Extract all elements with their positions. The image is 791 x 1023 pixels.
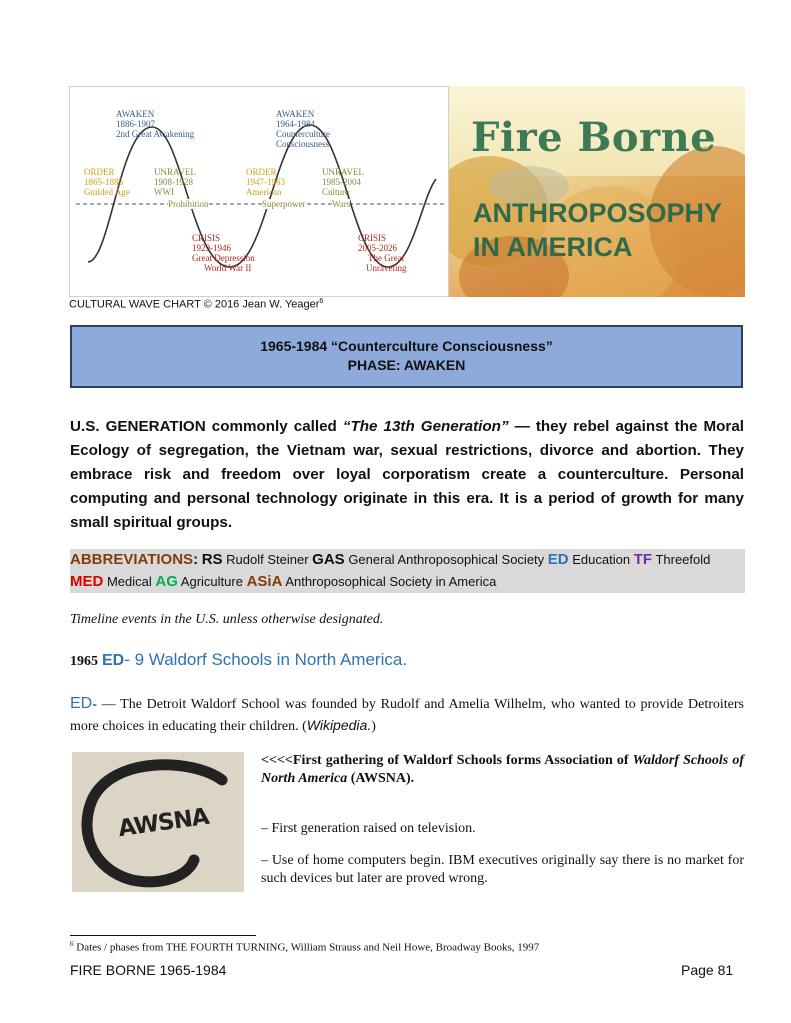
- phase-title: 1965-1984 “Counterculture Consciousness”: [260, 338, 553, 354]
- abbr-key-med: MED: [70, 573, 104, 590]
- awsna-logo-image: [72, 752, 244, 892]
- abbr-label-tf: Threefold: [655, 552, 711, 567]
- footer-title: FIRE BORNE 1965-1984: [70, 962, 227, 978]
- detroit-waldorf-entry: [70, 694, 744, 737]
- gathering-text: [261, 752, 744, 788]
- banner-subtitle-line-2: IN AMERICA: [473, 232, 633, 262]
- footnote-rest: , William Strauss and Neil Howe, Broadway Books, 1997: [285, 941, 540, 954]
- abbreviations-colon: :: [193, 551, 199, 568]
- chart-caption-text: CULTURAL WAVE CHART © 2016 Jean W. Yeager: [69, 298, 320, 311]
- generation-intro: [70, 415, 744, 535]
- awsna-logo-text: AWSNA: [116, 803, 211, 843]
- label-awaken-1: AWAKEN 1886-1907 2nd Great Awakening: [116, 109, 195, 139]
- label-order-1: ORDER 1865-1885 Guilded Age: [84, 167, 130, 197]
- entry-1965-heading: [70, 650, 407, 670]
- abbr-key-rs: RS: [201, 551, 223, 568]
- abbr-label-rs: Rudolf Steiner: [226, 552, 309, 567]
- chart-caption: [69, 298, 323, 311]
- bullet-home-computers: – Use of home computers begin. IBM executives originally say there is no market for such devices but later are proved wrong.: [261, 853, 744, 886]
- intro-generation-name: “The 13th Generation”: [342, 418, 509, 435]
- fire-borne-banner: [449, 86, 745, 297]
- entry-year: 1965: [70, 654, 98, 669]
- detroit-text: - — The Detroit Waldorf School was founded by Rudolf and Amelia Wilhelm, who wanted to provide Detroiters more choices in educating their children. (: [70, 697, 744, 734]
- label-crisis-1: CRISIS 1929-1946 Great Depression World War II: [192, 233, 255, 273]
- cultural-wave-chart: [69, 86, 449, 297]
- label-awaken-2: AWAKEN 1964-1984 Counterculture Consciousness: [276, 109, 330, 149]
- footnote: [70, 940, 539, 954]
- gathering-org-name: Waldorf Schools of North America: [261, 753, 744, 786]
- intro-body: — they rebel against the Moral Ecology of segregation, the Vietnam war, sexual restrictions, divorce and abortion. They embrace risk and freedom over loyal corporatism create a counterculture. Personal computing and personal technology originate in this era. It is a period of growth for many small spiritual groups.: [70, 418, 744, 531]
- abbr-label-med: Medical: [106, 574, 152, 589]
- gathering-lead: <<<<First gathering of Waldorf Schools forms Association of: [261, 753, 633, 768]
- entry-text: - 9 Waldorf Schools in North America.: [124, 650, 408, 669]
- chart-caption-footnote-ref: 6: [319, 298, 324, 305]
- abbreviations-heading: ABBREVIATIONS: [70, 551, 194, 568]
- abbr-key-gas: GAS: [312, 551, 345, 568]
- phase-box: [70, 325, 743, 388]
- label-crisis-2: CRISIS 2005-2026 The Great Unraveling: [358, 233, 407, 273]
- label-wars: Wars: [332, 199, 351, 209]
- bullet-television: – First generation raised on television.: [261, 821, 476, 836]
- abbr-label-ed: Education: [572, 552, 631, 567]
- label-superpower: Superpower: [262, 199, 306, 209]
- abbr-key-tf: TF: [633, 551, 653, 568]
- gathering-tail: (AWSNA).: [347, 771, 415, 786]
- intro-lead: U.S. GENERATION commonly called: [70, 418, 343, 435]
- awsna-description: [261, 752, 744, 888]
- label-unravel-1: UNRAVEL 1908-1928 WWI: [154, 167, 196, 197]
- detroit-tag-ed: ED: [70, 695, 93, 712]
- footnote-lead: Dates / phases from: [73, 941, 166, 954]
- abbreviations-legend: [70, 549, 745, 593]
- abbr-key-asia: ASiA: [246, 573, 283, 590]
- abbr-label-asia: Anthroposophical Society in America: [285, 574, 497, 589]
- entry-tag-ed: ED: [102, 652, 125, 669]
- phase-label: PHASE: AWAKEN: [347, 357, 466, 373]
- footnote-book: THE FOURTH TURNING: [165, 941, 286, 954]
- abbr-key-ed: ED: [547, 551, 569, 568]
- footnote-rule: [70, 935, 256, 936]
- detroit-source: Wikipedia.: [306, 717, 372, 733]
- footer-page-number: Page 81: [681, 962, 734, 978]
- label-prohibition: Prohibition: [168, 199, 209, 209]
- label-unravel-2: UNRAVEL 1985-2004 Culture: [322, 167, 364, 197]
- footnote-marker: 6: [70, 940, 74, 948]
- banner-title: Fire Borne: [471, 114, 717, 161]
- label-order-2: ORDER 1947-1963 American: [246, 167, 285, 197]
- abbr-label-gas: General Anthroposophical Society: [348, 552, 545, 567]
- banner-subtitle-line-1: ANTHROPOSOPHY: [473, 198, 723, 228]
- abbr-key-ag: AG: [155, 573, 178, 590]
- timeline-note: Timeline events in the U.S. unless otherwise designated.: [70, 612, 384, 627]
- abbr-label-ag: Agriculture: [180, 574, 243, 589]
- detroit-close: ): [371, 719, 376, 734]
